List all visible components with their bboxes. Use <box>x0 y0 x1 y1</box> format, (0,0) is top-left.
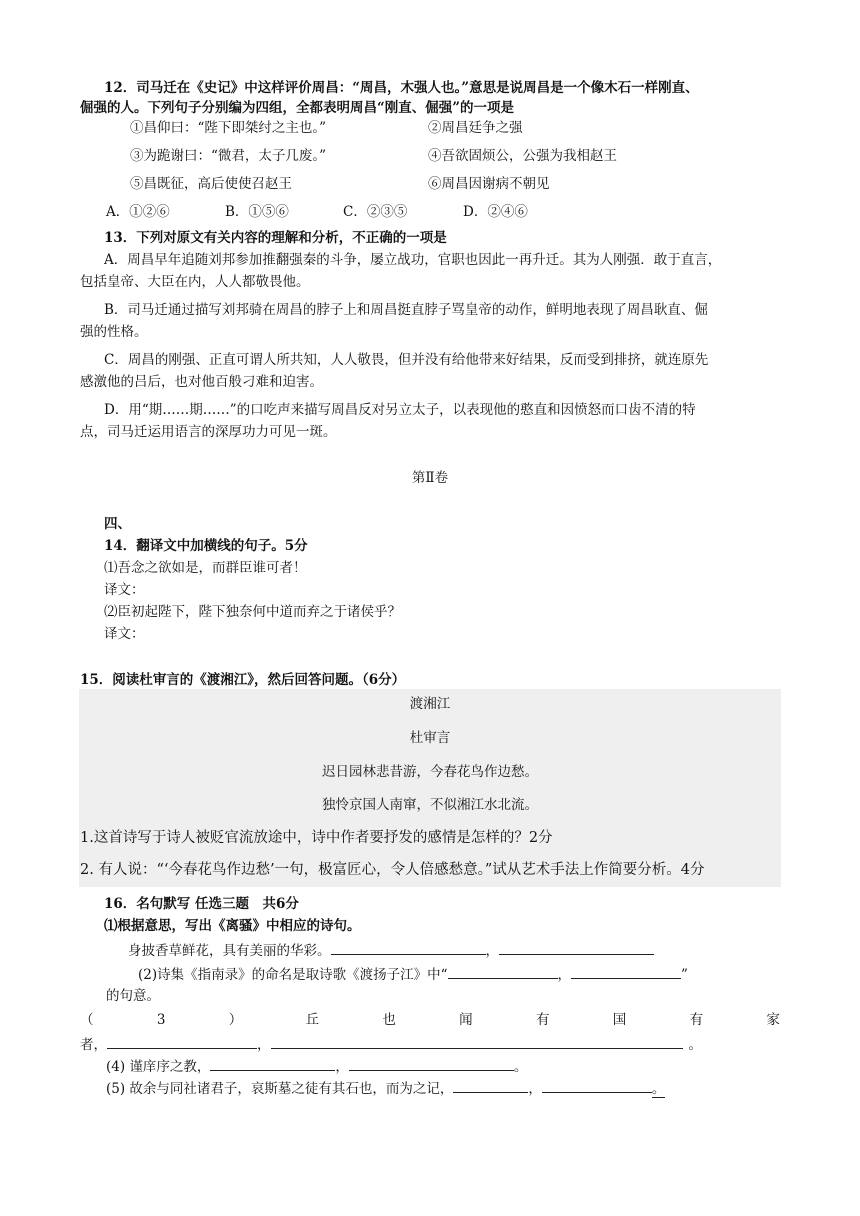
q16-part5-text: (5) 故余与同社诸君子，哀斯墓之徒有其石也，而为之记， <box>106 1081 454 1097</box>
q15-subquestion-1: 1.这首诗写于诗人被贬官流放途中，诗中作者要抒发的感情是怎样的？2分 <box>80 830 553 846</box>
answer-blank-2b[interactable] <box>571 964 681 979</box>
q12-item-1: ①昌仰曰：“陛下即桀纣之主也。” <box>130 120 327 136</box>
q15-stem: 15．阅读杜审言的《渡湘江》，然后回答问题。（6分） <box>80 672 406 688</box>
q14-sentence-1: ⑴吾念之欲如是，而群臣谁可者！ <box>104 560 307 576</box>
q16-part3-char: 家 <box>766 1012 780 1028</box>
q13-option-b-line2: 强的性格。 <box>80 324 148 340</box>
close-quote: ” <box>681 967 688 983</box>
q16-part3-char: （ <box>80 1012 94 1028</box>
comma: ， <box>257 1037 271 1053</box>
poem-line-1: 迟日园林悲昔游，今春花鸟作边愁。 <box>322 764 538 780</box>
answer-blank-4b[interactable] <box>349 1056 514 1071</box>
q16-part3-line2 <box>80 1034 702 1055</box>
q12-item-6: ⑥周昌因谢病不朝见 <box>428 176 550 192</box>
q12-stem-line2: 倔强的人。下列句子分别编为四组，全都表明周昌“刚直、倔强”的一项是 <box>80 100 515 116</box>
q16-stem: 16．名句默写 任选三题 共6分 <box>104 896 299 912</box>
q12-item-4: ④吾欲固烦公，公强为我相赵王 <box>428 148 617 164</box>
q13-option-d-line2: 点，司马迁运用语言的深厚功力可见一斑。 <box>80 424 337 440</box>
q14-translation-label-1: 译文： <box>104 582 145 598</box>
q16-part1-heading: ⑴根据意思，写出《离骚》中相应的诗句。 <box>104 918 361 934</box>
q16-part3-char: 3 <box>156 1012 166 1028</box>
q13-option-c-line1: C．周昌的刚强、正直可谓人所共知，人人敬畏，但并没有给他带来好结果，反而受到排挤，就连原先 <box>104 352 709 368</box>
q16-part4-text: (4) 谨庠序之教， <box>106 1059 211 1075</box>
q13-stem: 13．下列对原文有关内容的理解和分析，不正确的一项是 <box>104 230 447 246</box>
q13-option-a-line2: 包括皇帝、大臣在内，人人都敬畏他。 <box>80 274 310 290</box>
q16-part2-text: (2)诗集《指南录》的命名是取诗歌《渡扬子江》中“ <box>138 967 448 983</box>
volume-heading: 第Ⅱ卷 <box>411 470 449 486</box>
answer-blank-3a[interactable] <box>107 1034 257 1049</box>
comma: ， <box>485 943 499 959</box>
q16-part3-spread-line <box>80 1010 780 1030</box>
q14-sentence-2: ⑵臣初起陛下，陛下独奈何中道而弃之于诸侯乎？ <box>104 604 401 620</box>
answer-blank-1a[interactable] <box>331 940 486 955</box>
q16-part2-line <box>138 964 688 985</box>
q13-option-a-line1: A．周昌早年追随刘邦参加推翻强秦的斗争，屡立战功，官职也因此一再升迁。其为人刚强．敢于直言， <box>104 252 722 268</box>
q12-option-d: D．②④⑥ <box>463 204 528 220</box>
q16-part3-char: 丘 <box>305 1012 320 1028</box>
q14-stem: 14．翻译文中加横线的句子。5分 <box>104 538 308 554</box>
poem-title: 渡湘江 <box>409 696 451 712</box>
answer-blank-3b[interactable] <box>271 1034 683 1049</box>
q16-part3-char: ） <box>228 1012 243 1028</box>
q16-part3-char: 有 <box>535 1012 550 1028</box>
q12-stem-line1: 12．司马迁在《史记》中这样评价周昌：“周昌，木强人也。”意思是说周昌是一个像木石一样刚直、 <box>104 80 699 96</box>
q16-part3-tail: 者， <box>80 1037 107 1053</box>
q13-option-d-line1: D．用“期……期……”的口吃声来描写周昌反对另立太子，以表现他的憨直和因愤怒而口齿不清的特 <box>104 402 696 418</box>
period: 。 <box>513 1059 528 1075</box>
q16-part1-text: 身披香草鲜花，具有美丽的华彩。 <box>128 943 331 959</box>
q16-part5-line <box>106 1078 665 1099</box>
q12-option-c: C．②③⑤ <box>343 204 408 220</box>
comma: ， <box>528 1081 542 1097</box>
answer-blank-5b[interactable] <box>542 1078 652 1093</box>
answer-blank-2a[interactable] <box>448 964 558 979</box>
comma: ， <box>335 1059 349 1075</box>
q12-option-a: A．①②⑥ <box>106 204 170 220</box>
answer-blank-4a[interactable] <box>210 1056 335 1071</box>
period: 。 <box>651 1081 666 1097</box>
q12-option-b: B．①⑤⑥ <box>225 204 289 220</box>
answer-blank-5a[interactable] <box>453 1078 528 1093</box>
period: 。 <box>688 1037 702 1053</box>
q12-item-2: ②周昌廷争之强 <box>428 120 523 136</box>
poem-author: 杜审言 <box>409 730 451 746</box>
q16-part3-char: 有 <box>689 1012 704 1028</box>
q16-part4-line <box>106 1056 527 1077</box>
q16-part1-line <box>128 940 654 961</box>
q13-option-b-line1: B．司马迁通过描写刘邦骑在周昌的脖子上和周昌挺直脖子骂皇帝的动作，鲜明地表现了周昌耿直、倔 <box>104 302 708 318</box>
answer-blank-1b[interactable] <box>499 940 654 955</box>
q15-subquestion-2: 2. 有人说：“‘今春花鸟作边愁’一句，极富匠心，令人倍感愁意。”试从艺术手法上作简要分析。4分 <box>80 862 705 878</box>
q13-option-c-line2: 感激他的吕后，也对他百般刁难和迫害。 <box>80 374 323 390</box>
q16-part3-char: 也 <box>382 1012 396 1028</box>
q16-part3-char: 国 <box>612 1012 627 1028</box>
poem-line-2: 独怜京国人南窜，不似湘江水北流。 <box>322 797 538 813</box>
section-four-heading: 四、 <box>104 516 131 532</box>
poem-shaded-box <box>79 689 781 887</box>
q12-item-5: ⑤昌既征，高后使使召赵王 <box>130 176 292 192</box>
q14-translation-label-2: 译文： <box>104 626 145 642</box>
q16-part2-tail: 的句意。 <box>106 988 160 1004</box>
comma: ， <box>557 967 572 983</box>
q16-part3-char: 闻 <box>459 1012 473 1028</box>
q12-item-3: ③为跪谢曰：“微君，太子几废。” <box>130 148 327 164</box>
